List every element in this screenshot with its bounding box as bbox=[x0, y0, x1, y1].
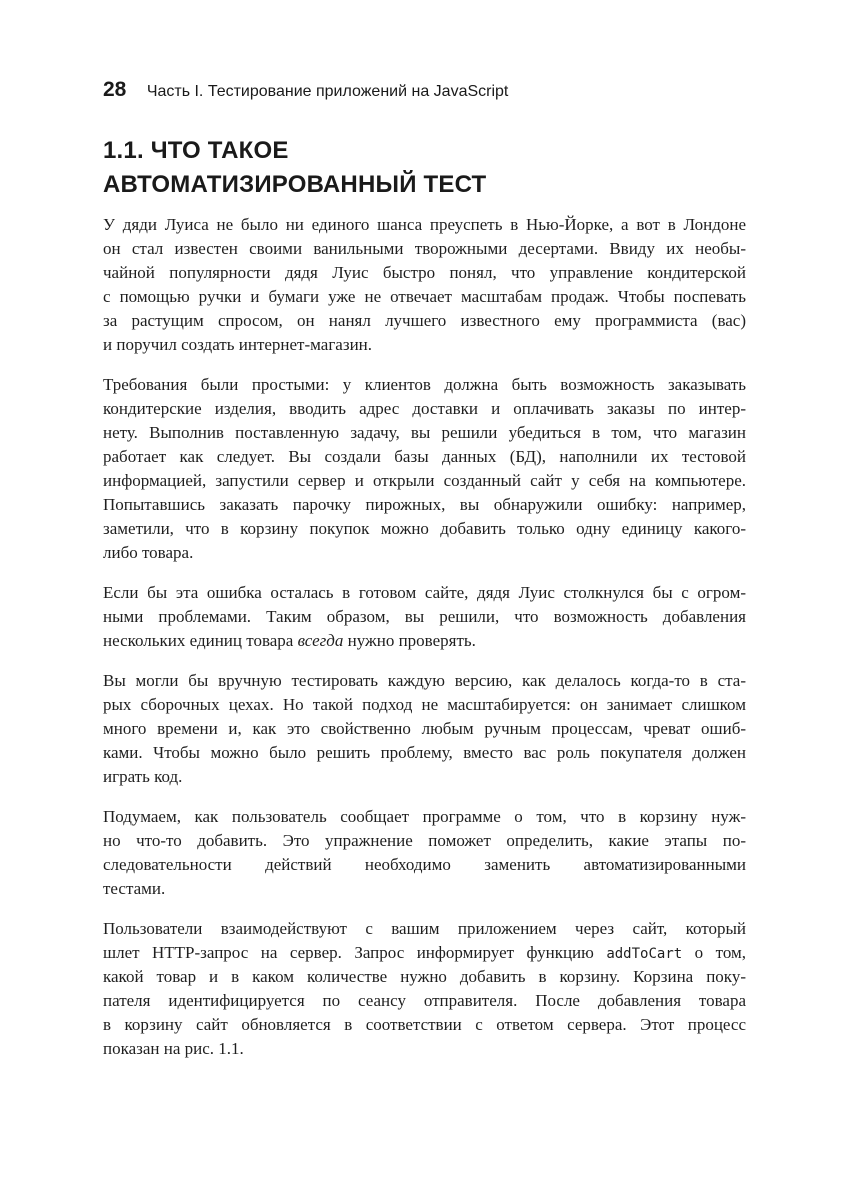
text-line: в корзину сайт обновляется в соответствии с ответом сервера. Этот процесс bbox=[103, 1015, 746, 1034]
text-line: заметили, что в корзину покупок можно добавить только одну единицу какого- bbox=[103, 519, 746, 538]
text-line: кондитерские изделия, вводить адрес доставки и оплачивать заказы по интер- bbox=[103, 399, 746, 418]
paragraph bbox=[103, 373, 746, 565]
text-line: какой товар и в каком количестве нужно добавить в корзину. Корзина поку- bbox=[103, 967, 746, 986]
text-run: нужно проверять. bbox=[343, 631, 476, 650]
text-line: и поручил создать интернет-магазин. bbox=[103, 335, 373, 354]
section-heading-line: 1.1. ЧТО ТАКОЕ bbox=[103, 137, 289, 164]
text-line: много времени и, как это свойственно любым ручным процессам, чреват ошиб- bbox=[103, 719, 746, 738]
paragraph bbox=[103, 213, 746, 357]
text-line bbox=[103, 629, 746, 653]
text-line: Пользователи взаимодействуют с вашим приложением через сайт, который bbox=[103, 919, 746, 938]
text-line bbox=[103, 941, 746, 965]
text-line: Подумаем, как пользователь сообщает программе о том, что в корзину нуж- bbox=[103, 807, 746, 826]
page-number: 28 bbox=[103, 78, 127, 101]
section-heading bbox=[103, 134, 753, 202]
text-line: Если бы эта ошибка осталась в готовом сайте, дядя Луис столкнулся бы с огром- bbox=[103, 583, 746, 602]
text-line: показан на рис. 1.1. bbox=[103, 1039, 244, 1058]
text-line: либо товара. bbox=[103, 543, 194, 562]
paragraph bbox=[103, 917, 746, 1061]
inline-code: addToCart bbox=[606, 946, 683, 962]
text-line: Вы могли бы вручную тестировать каждую версию, как делалось когда-то в ста- bbox=[103, 671, 746, 690]
paragraph bbox=[103, 581, 746, 653]
text-line: играть код. bbox=[103, 767, 183, 786]
text-line: нету. Выполнив поставленную задачу, вы решили убедиться в том, что магазин bbox=[103, 423, 746, 442]
text-line: он стал известен своими ванильными творожными десертами. Ввиду их необы- bbox=[103, 239, 746, 258]
text-line: за растущим спросом, он нанял лучшего известного ему программиста (вас) bbox=[103, 311, 746, 330]
text-line: тестами. bbox=[103, 879, 166, 898]
text-line: работает как следует. Вы создали базы данных (БД), наполнили их тестовой bbox=[103, 447, 746, 466]
text-line: чайной популярности дядя Луис быстро понял, что управление кондитерской bbox=[103, 263, 746, 282]
text-line: но что-то добавить. Это упражнение поможет определить, какие этапы по- bbox=[103, 831, 746, 850]
text-line: ными проблемами. Таким образом, вы решили, что возможность добавления bbox=[103, 607, 746, 626]
text-line: рых сборочных цехах. Но такой подход не масштабируется: он занимает слишком bbox=[103, 695, 746, 714]
emphasis-word: всегда bbox=[297, 631, 344, 650]
text-line: Требования были простыми: у клиентов должна быть возможность заказывать bbox=[103, 375, 746, 394]
text-run: нескольких единиц товара bbox=[103, 631, 298, 650]
text-line: Попытавшись заказать парочку пирожных, вы обнаружили ошибку: например, bbox=[103, 495, 746, 514]
text-line: У дяди Луиса не было ни единого шанса преуспеть в Нью-Йорке, а вот в Лондоне bbox=[103, 215, 746, 234]
text-line: ками. Чтобы можно было решить проблему, вместо вас роль покупателя должен bbox=[103, 743, 746, 762]
section-heading-line: АВТОМАТИЗИРОВАННЫЙ ТЕСТ bbox=[103, 171, 487, 198]
text-line: информацией, запустили сервер и открыли созданный сайт у себя на компьютере. bbox=[103, 471, 746, 490]
text-line: пателя идентифицируется по сеансу отправителя. После добавления товара bbox=[103, 991, 746, 1010]
paragraph bbox=[103, 805, 746, 901]
text-line: следовательности действий необходимо заменить автоматизированными bbox=[103, 855, 746, 874]
running-head bbox=[103, 78, 763, 108]
text-run: шлет HTTP-запрос на сервер. Запрос информирует функцию bbox=[103, 943, 607, 962]
paragraph bbox=[103, 669, 746, 789]
running-title: Часть I. Тестирование приложений на JavaScript bbox=[146, 83, 509, 100]
body-text bbox=[103, 213, 746, 1077]
text-line: с помощью ручки и бумаги уже не отвечает масштабам продаж. Чтобы поспевать bbox=[103, 287, 746, 306]
text-run: о том, bbox=[682, 943, 747, 962]
